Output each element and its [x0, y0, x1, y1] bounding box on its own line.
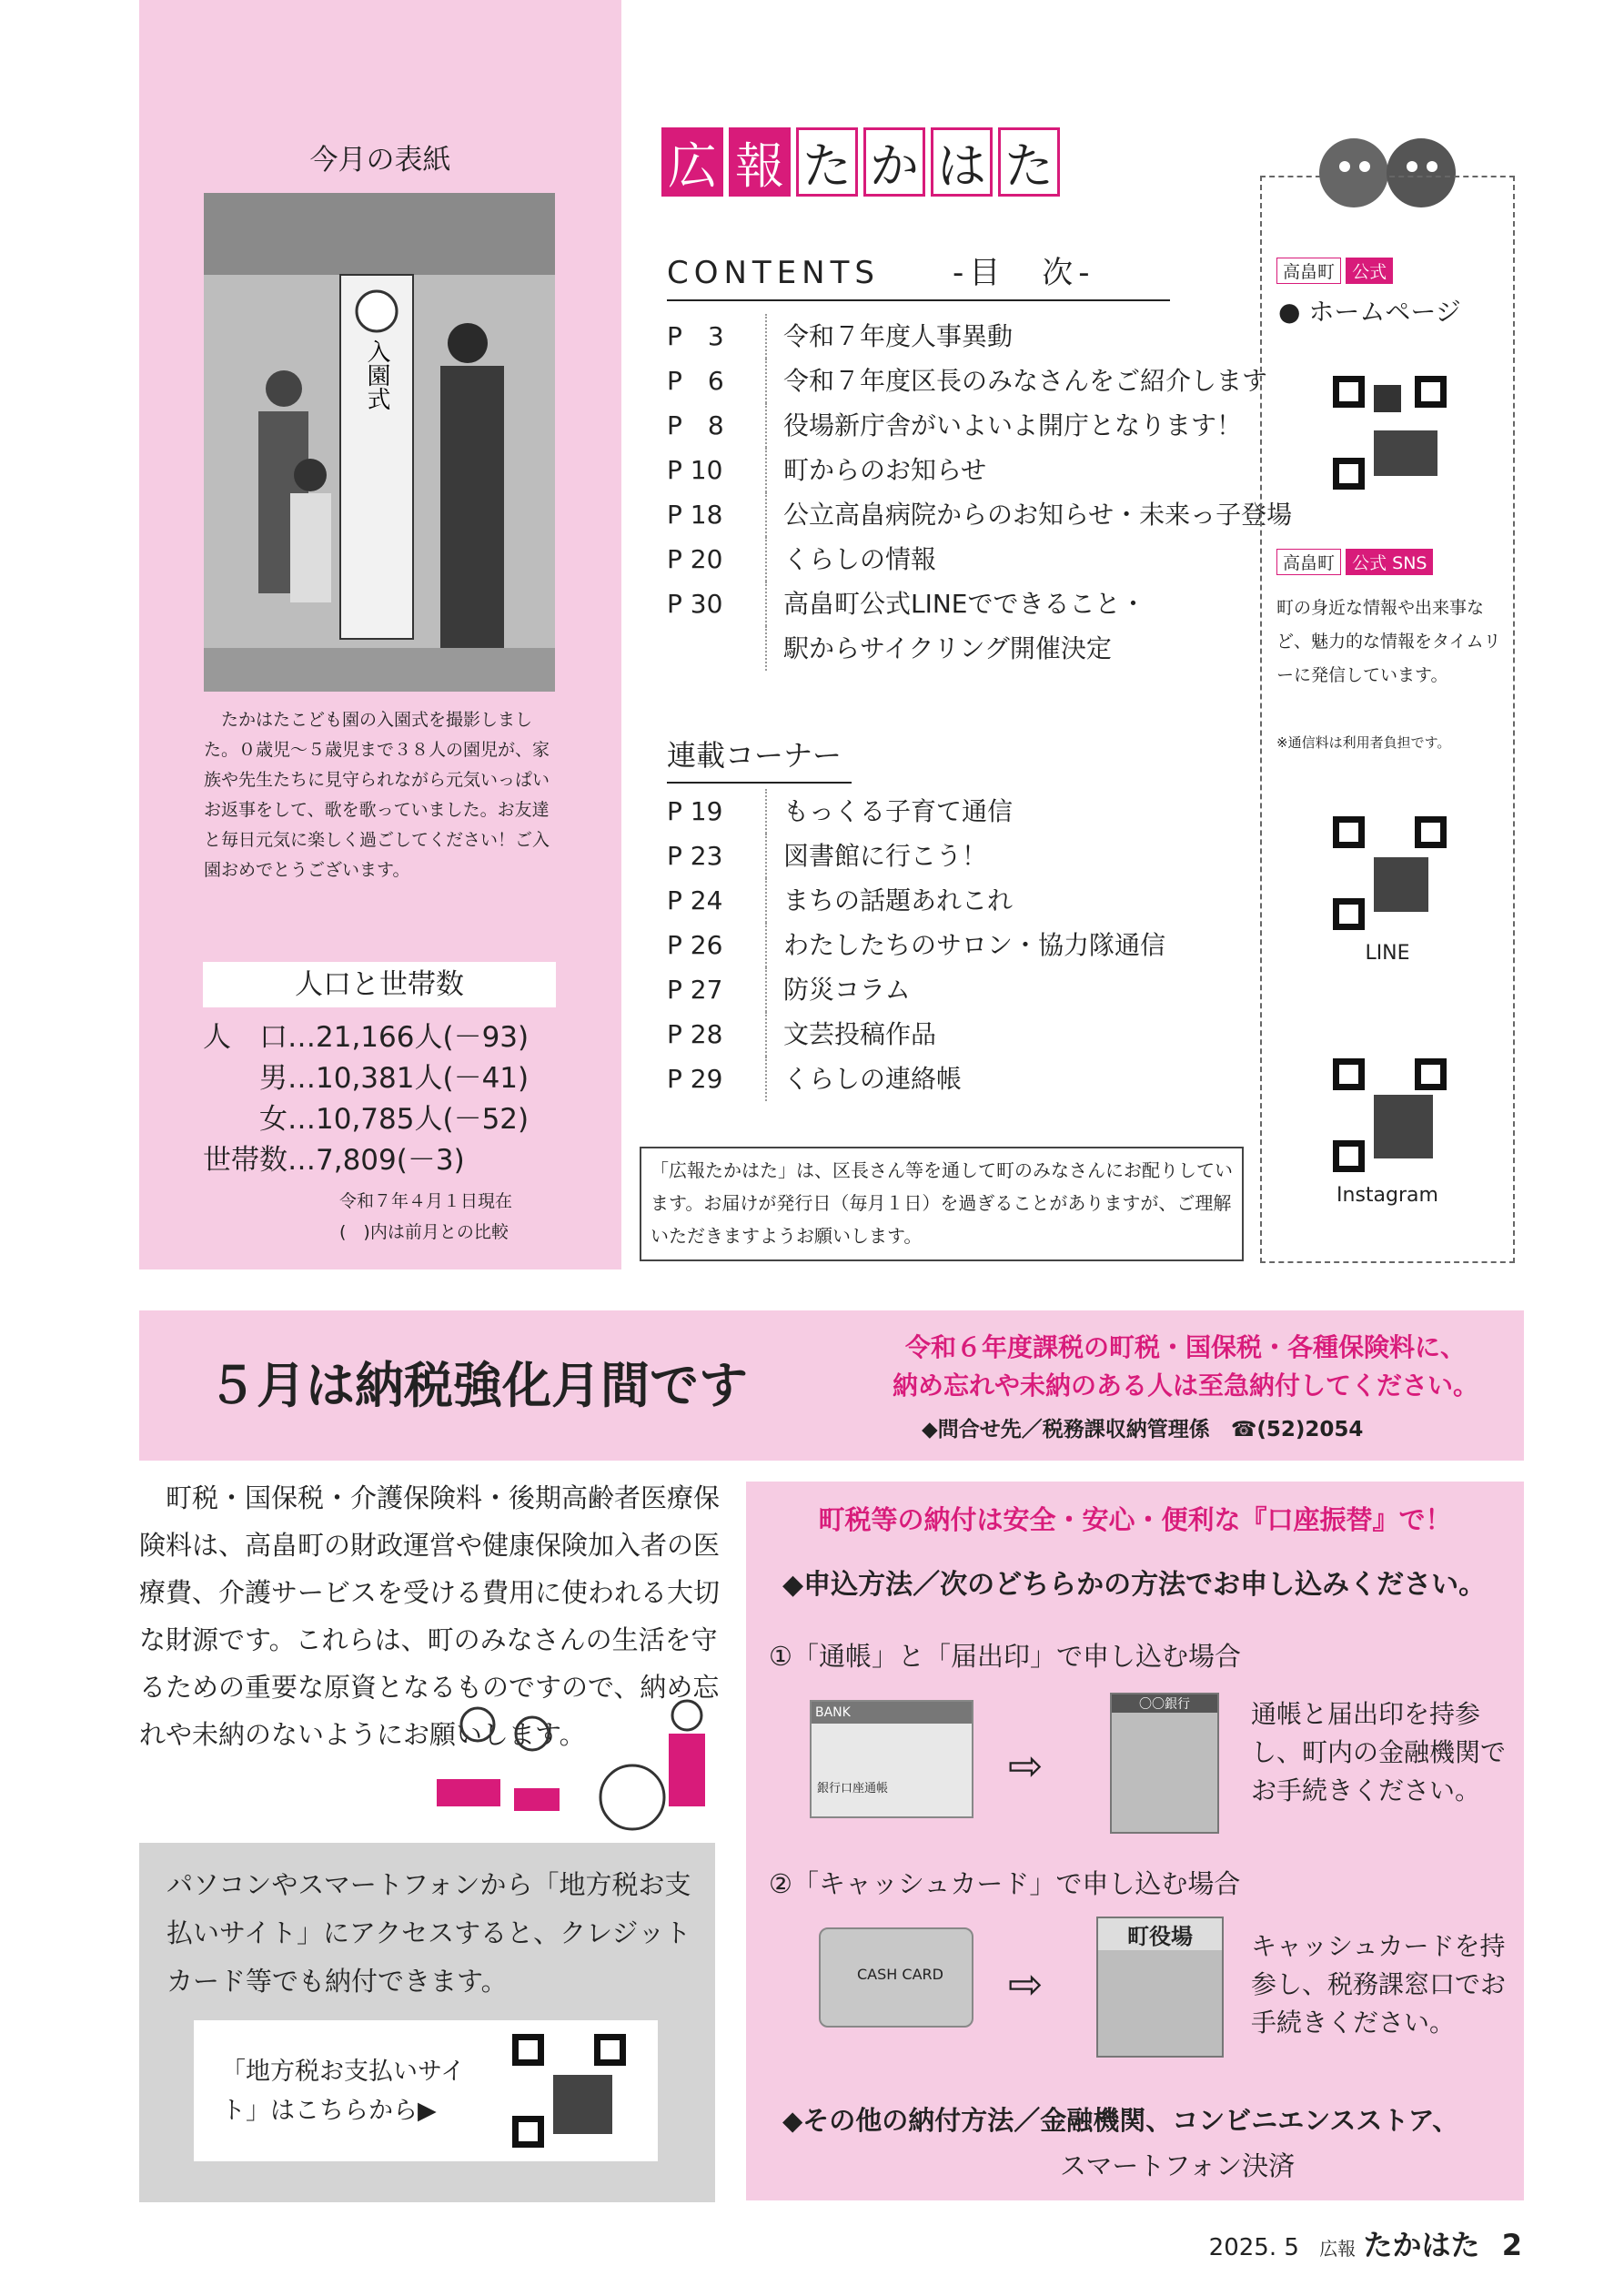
sns-tags-2 — [1276, 549, 1433, 575]
delivery-note: 「広報たかはた」は、区長さん等を通して町のみなさんにお配りしています。お届けが発行日（毎月１日）を過ぎることがありますが、ご理解いただきますようお願いします。 — [640, 1147, 1244, 1261]
transfer-heading: 町税等の納付は安全・安心・便利な『口座振替』で！ — [818, 1504, 1452, 1535]
toc-title: 令和７年度区長のみなさんをご紹介します — [783, 366, 1268, 396]
toc-page: P 28 — [667, 1012, 767, 1057]
toc-page: P 18 — [667, 492, 767, 537]
passbook-instructions: 通帳と届出印を持参し、町内の金融機関でお手続きください。 — [1251, 1699, 1507, 1805]
account-transfer-box — [746, 1482, 1524, 2200]
cover-photo — [204, 193, 555, 692]
cash-card-instructions: キャッシュカードを持参し、税務課窓口でお手続きください。 — [1251, 1931, 1507, 2038]
bank-building-icon — [1110, 1693, 1219, 1834]
care-illustration-icon — [423, 1688, 723, 1843]
toc-page: P 29 — [667, 1057, 767, 1101]
toc-row[interactable] — [667, 1012, 1165, 1057]
toc-title: 高畠町公式LINEでできること・ — [783, 589, 1146, 619]
tax-contact: ◆問合せ先／税務課収納管理係 ☎(52)2054 — [922, 1418, 1364, 1441]
method-passbook: ①「通帳」と「届出印」で申し込む場合 — [769, 1641, 1241, 1672]
toc-row[interactable] — [667, 789, 1165, 834]
tax-body-text: 町税・国保税・介護保険料・後期高齢者医療保険料は、高畠町の財政運営や健康保険加入者の医療費、介護サービスを受ける費用に使われる大切な財源です。これらは、町のみなさんの生活を守るための重要な原資となるものですので、納め忘れや未納のないようにお願いします。 — [139, 1482, 721, 1750]
population-notes — [339, 1186, 512, 1248]
instagram-label: Instagram — [1337, 1184, 1438, 1207]
passbook-icon — [810, 1700, 973, 1818]
other-methods: ◆その他の納付方法／金融機関、コンビニエンスストア、 — [782, 2105, 1459, 2136]
payment-site-qr-icon[interactable] — [512, 2034, 626, 2148]
arrow-icon: ⇨ — [1008, 1959, 1044, 2008]
arrow-icon: ⇨ — [1008, 1741, 1044, 1790]
toc-row[interactable] — [667, 1057, 1165, 1101]
cash-card-icon — [819, 1927, 973, 2028]
tag-town: 高畠町 — [1276, 258, 1341, 284]
method-cash-card: ②「キャッシュカード」で申し込む場合 — [769, 1868, 1241, 1899]
town-hall-icon — [1096, 1917, 1224, 2058]
toc-title: 町からのお知らせ — [783, 455, 987, 485]
online-site-link-box[interactable] — [194, 2020, 658, 2161]
toc-row[interactable] — [667, 967, 1165, 1012]
online-payment-text: パソコンやスマートフォンから「地方税お支払いサイト」にアクセスすると、クレジットカード等でも納付できます。 — [166, 1869, 691, 1997]
sns-description: 町の身近な情報や出来事など、魅力的な情報をタイムリーに発信しています。 — [1276, 598, 1501, 685]
toc-page — [667, 626, 767, 671]
tax-warning — [858, 1329, 1513, 1405]
toc-page: P 19 — [667, 789, 767, 834]
online-payment-box — [139, 1843, 715, 2202]
footer-koho: 広報 — [1319, 2238, 1357, 2260]
toc-row[interactable] — [667, 626, 1292, 671]
toc-page: P 8 — [667, 403, 767, 448]
tag-official-sns: 公式 SNS — [1346, 549, 1433, 575]
homepage-qr-icon[interactable] — [1333, 376, 1447, 490]
toc-title: もっくる子育て通信 — [783, 796, 1014, 826]
serial-title: 連載コーナー — [667, 733, 852, 784]
toc-title: 令和７年度人事異動 — [783, 321, 1014, 351]
cover-panel — [139, 0, 621, 1269]
toc-row[interactable] — [667, 923, 1165, 967]
toc-title: わたしたちのサロン・協力隊通信 — [783, 930, 1166, 960]
online-site-link[interactable]: 「地方税お支払いサイト」はこちらから▶ — [221, 2058, 466, 2125]
toc-row[interactable] — [667, 448, 1292, 492]
tag-official: 公式 — [1346, 258, 1393, 284]
sns-box — [1260, 176, 1515, 1263]
footer-title: たかはた — [1363, 2228, 1480, 2262]
tax-warning-line: 令和６年度課税の町税・国保税・各種保険料に、 — [904, 1332, 1466, 1362]
population-line: 男…10,381人(－41) — [203, 1062, 530, 1095]
toc-title: くらしの連絡帳 — [783, 1064, 963, 1094]
logo-char: た — [998, 127, 1060, 197]
logo-char: 報 — [729, 127, 791, 197]
apply-method: ◆申込方法／次のどちらかの方法でお申し込みください。 — [782, 1569, 1487, 1601]
population-lines — [203, 1017, 529, 1181]
logo-char: か — [863, 127, 925, 197]
population-line: 女…10,785人(－52) — [203, 1103, 530, 1136]
toc-page: P 24 — [667, 878, 767, 923]
homepage-label[interactable]: ● ホームページ — [1278, 297, 1461, 327]
page-number: 2 — [1501, 2228, 1522, 2262]
population-heading: 人口と世帯数 — [203, 962, 556, 1007]
toc-row[interactable] — [667, 403, 1292, 448]
population-line: 人 口…21,166人(－93) — [203, 1021, 530, 1054]
logo-char: た — [796, 127, 858, 197]
other-methods-cont: スマートフォン決済 — [1060, 2150, 1296, 2181]
instagram-qr-icon[interactable] — [1333, 1058, 1447, 1172]
page-footer — [1209, 2222, 1522, 2264]
toc-page: P 3 — [667, 314, 767, 359]
toc-page: P 23 — [667, 834, 767, 878]
town-hall-label: 町役場 — [1098, 1918, 1222, 1950]
publication-logo — [661, 127, 1060, 197]
toc-title: 公立高畠病院からのお知らせ・未来っ子登場 — [783, 500, 1293, 530]
logo-char: は — [931, 127, 993, 197]
cover-title: 今月の表紙 — [309, 144, 451, 177]
toc-row[interactable] — [667, 878, 1165, 923]
toc-row[interactable] — [667, 492, 1292, 537]
tax-title: ５月は納税強化月間です — [207, 1357, 748, 1414]
sns-tags — [1276, 258, 1393, 284]
toc-title: 役場新庁舎がいよいよ開庁となります！ — [783, 410, 1243, 440]
toc-row[interactable] — [667, 537, 1292, 582]
passbook-bank-label: BANK — [812, 1702, 972, 1724]
toc-page: P 20 — [667, 537, 767, 582]
logo-char: 広 — [661, 127, 723, 197]
line-qr-icon[interactable] — [1333, 816, 1447, 930]
population-date: 令和７年４月１日現在 — [339, 1191, 513, 1211]
toc-row[interactable] — [667, 834, 1165, 878]
toc-row[interactable] — [667, 359, 1292, 403]
tax-banner — [139, 1310, 1524, 1461]
toc-page: P 30 — [667, 582, 767, 626]
tag-town: 高畠町 — [1276, 549, 1341, 575]
contents-list — [667, 314, 1292, 671]
population-compare-note: ( )内は前月との比較 — [339, 1222, 509, 1242]
contents-title: CONTENTS -目 次- — [667, 248, 1170, 301]
serial-list — [667, 789, 1165, 1101]
toc-title: 防災コラム — [783, 975, 911, 1005]
tax-warning-line: 納め忘れや未納のある人は至急納付してください。 — [892, 1371, 1478, 1401]
bank-label: 〇〇銀行 — [1112, 1694, 1217, 1713]
toc-page: P 6 — [667, 359, 767, 403]
toc-page: P 26 — [667, 923, 767, 967]
toc-row[interactable] — [667, 582, 1292, 626]
toc-row[interactable] — [667, 314, 1292, 359]
line-label: LINE — [1365, 942, 1410, 965]
toc-title: まちの話題あれこれ — [783, 885, 1014, 915]
toc-title: 文芸投稿作品 — [783, 1019, 937, 1049]
toc-title: 図書館に行こう！ — [783, 841, 988, 871]
population-line: 世帯数…7,809(－3) — [203, 1144, 465, 1177]
cover-caption: たかはたこども園の入園式を撮影しました。０歳児～５歳児まで３８人の園児が、家族や先生たちに見守られながら元気いっぱいお返事をして、歌を歌っていました。お友達と毎日元気に楽しく過ごしてください！ご入園おめでとうございます。 — [204, 710, 550, 880]
issue-date: 2025. 5 — [1208, 2234, 1299, 2261]
toc-page: P 27 — [667, 967, 767, 1012]
svg-text:入園式: 入園式 — [363, 339, 390, 410]
cash-card-label: CASH CARD — [857, 1966, 943, 1983]
fee-note: ※通信料は利用者負担です。 — [1276, 734, 1451, 751]
toc-page: P 10 — [667, 448, 767, 492]
toc-title: くらしの情報 — [783, 544, 937, 574]
toc-title: 駅からサイクリング開催決定 — [783, 633, 1112, 663]
passbook-label: 銀行口座通帳 — [817, 1782, 889, 1795]
